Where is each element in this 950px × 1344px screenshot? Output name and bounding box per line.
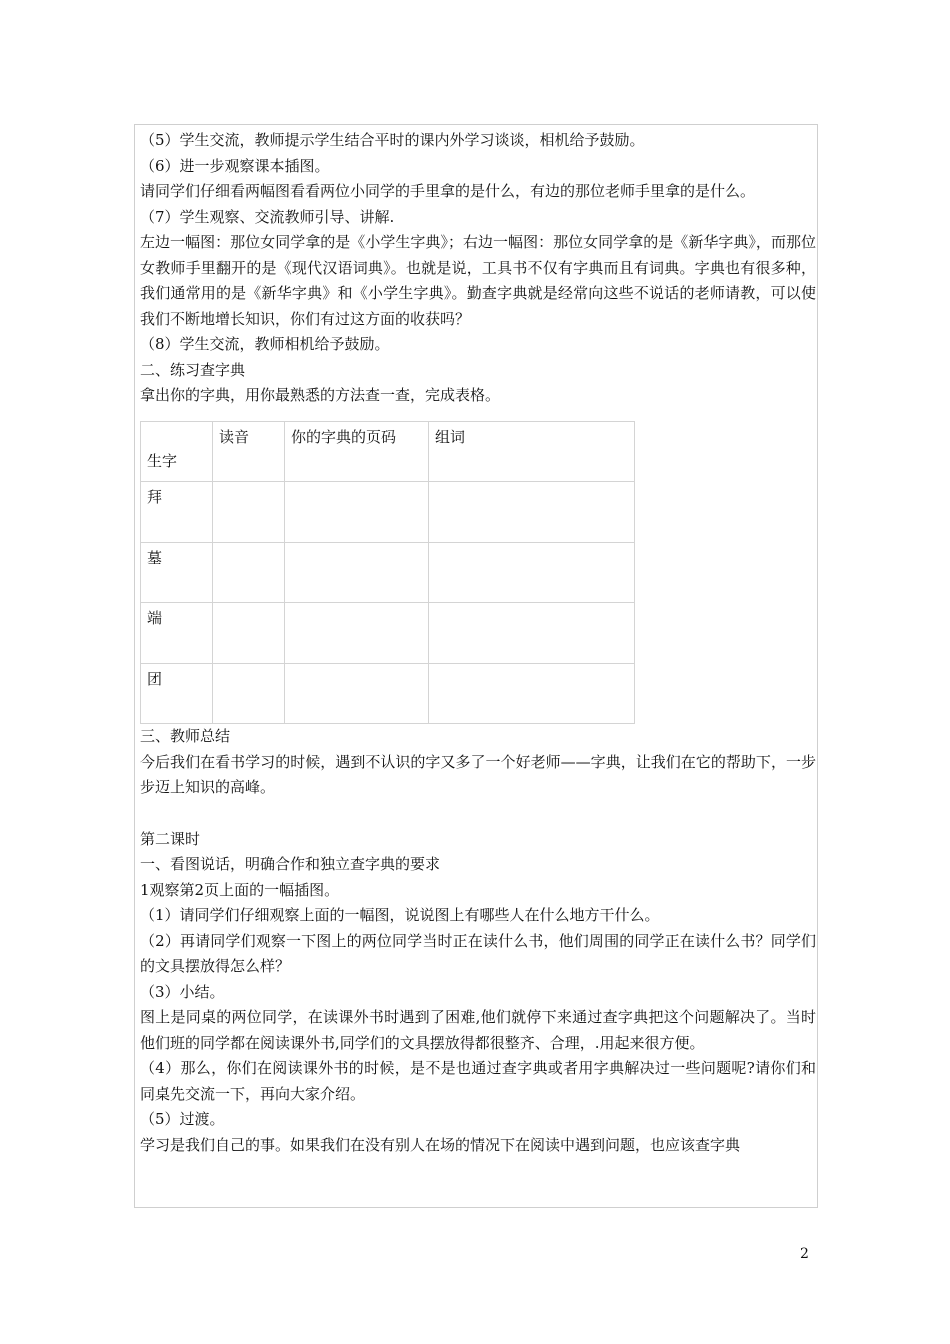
lesson-heading: 第二课时 — [140, 829, 201, 848]
paragraph: （5）学生交流，教师提示学生结合平时的课内外学习谈谈，相机给予鼓励。 — [140, 131, 645, 149]
section-heading: 三、教师总结 — [140, 727, 231, 745]
table-row — [141, 603, 635, 664]
table-cell-char: 墓 — [141, 542, 213, 603]
table-header-cell: 你的字典的页码 — [285, 421, 429, 482]
table-header-row — [141, 421, 635, 482]
table-cell[interactable] — [429, 482, 635, 543]
paragraph: 拿出你的字典，用你最熟悉的方法查一查，完成表格。 — [140, 386, 501, 404]
table-cell[interactable] — [285, 542, 429, 603]
table-header-cell: 读音 — [213, 421, 285, 482]
table-cell[interactable] — [429, 603, 635, 664]
table-row — [141, 482, 635, 543]
paragraph: 图上是同桌的两位同学，在读课外书时遇到了困难,他们就停下来通过查字典把这个问题解决了。当时他们班的同学都在阅读课外书,同学们的文具摆放得都很整齐、合理，.用起来很方便。 — [140, 1008, 816, 1052]
paragraph: 今后我们在看书学习的时候，遇到不认识的字又多了一个好老师——字典，让我们在它的帮助下，一步步迈上知识的高峰。 — [140, 752, 816, 796]
table-cell-char: 端 — [141, 603, 213, 664]
paragraph: 1观察第2页上面的一幅插图。 — [140, 880, 340, 899]
paragraph: （6）进一步观察课本插图。 — [140, 156, 330, 175]
paragraph: （7）学生观察、交流教师引导、讲解. — [140, 207, 395, 226]
table-cell[interactable] — [213, 603, 285, 664]
section-heading: 二、练习查字典 — [140, 360, 246, 379]
paragraph: （5）过渡。 — [140, 1110, 225, 1128]
table-cell[interactable] — [429, 542, 635, 603]
page-number: 2 — [800, 1246, 809, 1262]
paragraph: （4）那么，你们在阅读课外书的时候，是不是也通过查字典或者用字典解决过一些问题呢?请你们和同桌先交流一下，再向大家介绍。 — [140, 1059, 816, 1103]
table-cell[interactable] — [213, 663, 285, 724]
paragraph: （1）请同学们仔细观察上面的一幅图，说说图上有哪些人在什么地方干什么。 — [140, 906, 660, 924]
table-header-cell: 生字 — [141, 421, 213, 482]
table-cell[interactable] — [213, 482, 285, 543]
paragraph: （2）再请同学们观察一下图上的两位同学当时正在读什么书，他们周围的同学正在读什么书？同学们的文具摆放得怎么样？ — [140, 931, 816, 975]
paragraph: 左边一幅图：那位女同学拿的是《小学生字典》；右边一幅图：那位女同学拿的是《新华字典》，而那位女教师手里翻开的是《现代汉语词典》。也就是说，工具书不仅有字典而且有词典。字典也有很多种，我们通常用的是《新华字典》和《小学生字典》。勤查字典就是经常向这些不说话的老师请教，可以使我们不断地增长知识，你们有过这方面的收获吗？ — [140, 233, 816, 328]
table-header-cell: 组词 — [429, 421, 635, 482]
table-row — [141, 663, 635, 724]
blank-line — [140, 801, 816, 827]
table-cell[interactable] — [285, 482, 429, 543]
table-cell-char: 拜 — [141, 482, 213, 543]
document-body — [140, 128, 816, 1158]
table-cell[interactable] — [285, 663, 429, 724]
paragraph: 请同学们仔细看两幅图看看两位小同学的手里拿的是什么，有边的那位老师手里拿的是什么。 — [140, 182, 756, 200]
table-cell[interactable] — [285, 603, 429, 664]
paragraph: 学习是我们自己的事。如果我们在没有别人在场的情况下在阅读中遇到问题，也应该查字典 — [140, 1135, 741, 1154]
table-cell[interactable] — [429, 663, 635, 724]
section-heading: 一、看图说话，明确合作和独立查字典的要求 — [140, 855, 441, 873]
table-row — [141, 542, 635, 603]
table-cell[interactable] — [213, 542, 285, 603]
paragraph: （8）学生交流，教师相机给予鼓励。 — [140, 335, 390, 353]
dictionary-table — [140, 421, 635, 725]
table-cell-char: 团 — [141, 663, 213, 724]
paragraph: （3）小结。 — [140, 982, 225, 1001]
